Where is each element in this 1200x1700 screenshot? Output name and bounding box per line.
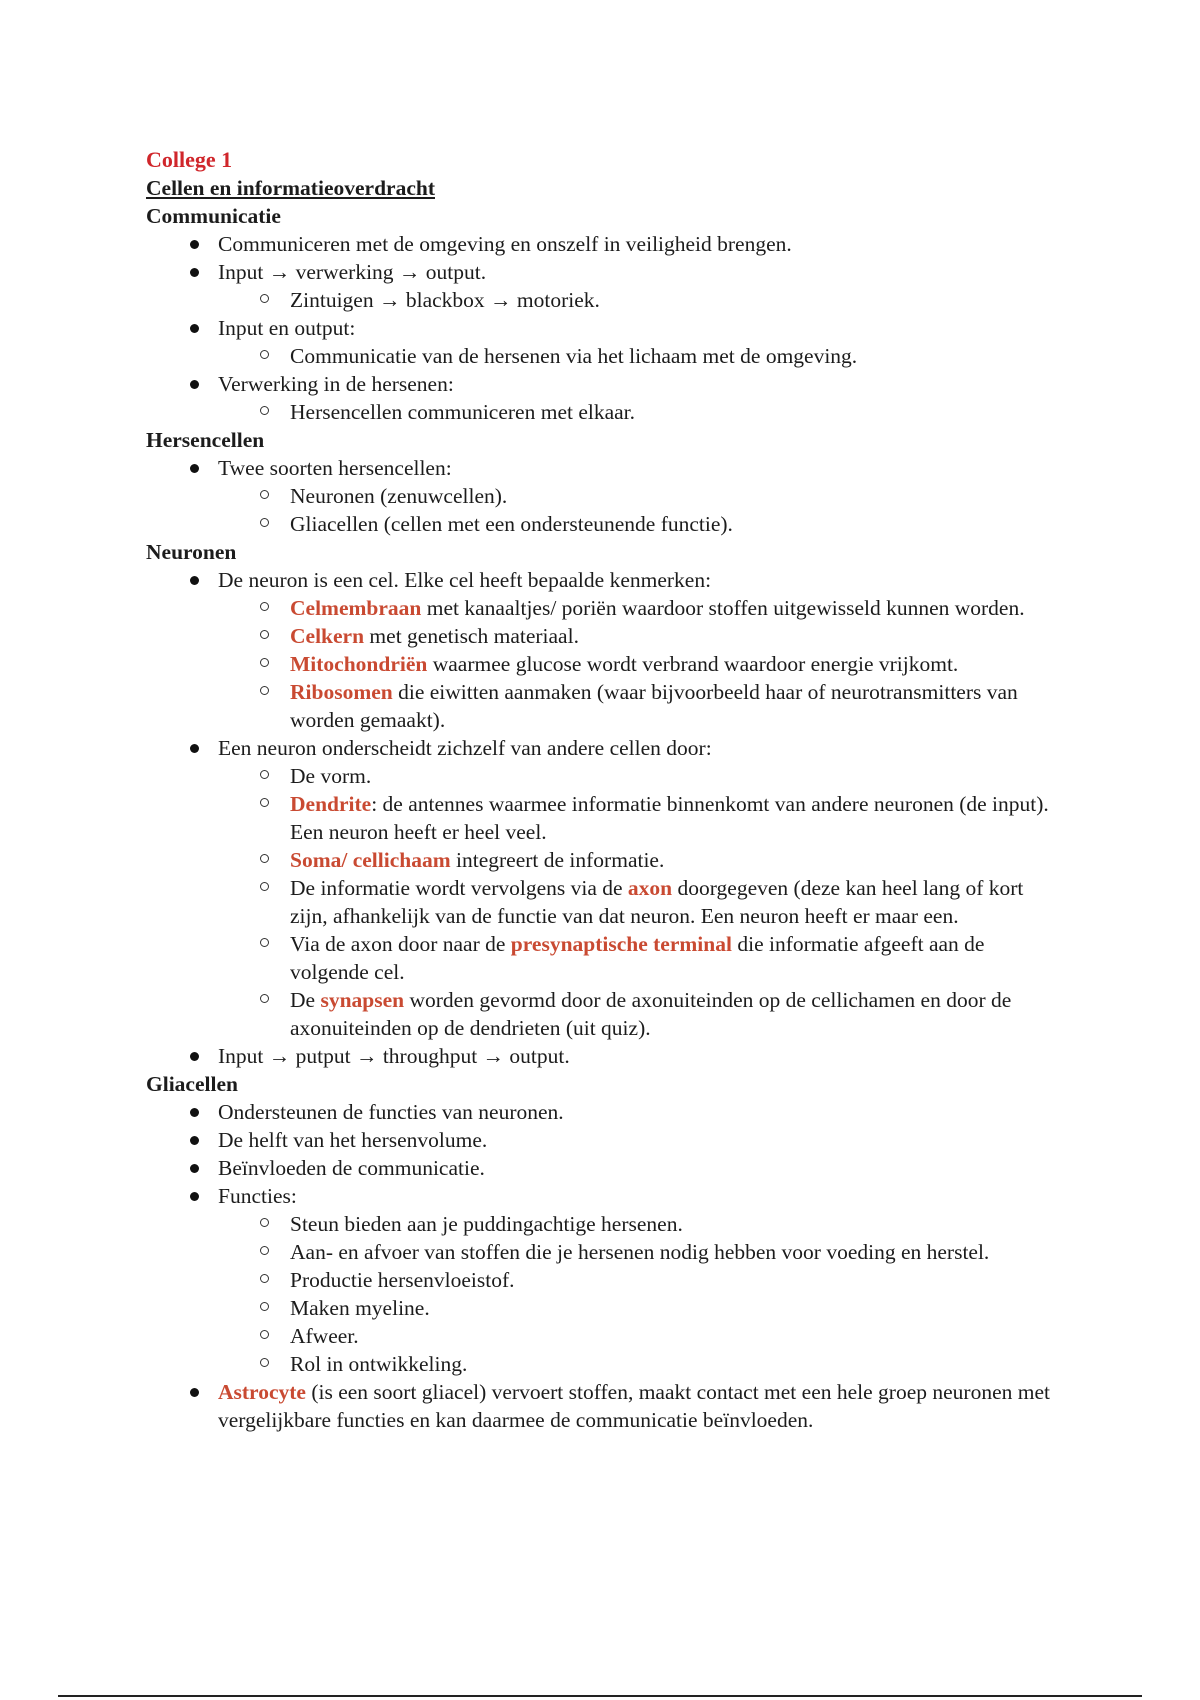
bullet-icon bbox=[184, 566, 204, 594]
list-item: De helft van het hersenvolume. bbox=[146, 1126, 1056, 1154]
bullet-icon bbox=[184, 314, 204, 342]
sub-list bbox=[218, 398, 1056, 426]
list-item: Input en output: Communicatie van de hersenen via het lichaam met de omgeving. bbox=[146, 314, 1056, 370]
sub-list bbox=[218, 1210, 1056, 1378]
bullet-icon bbox=[184, 370, 204, 398]
sub-list-item: De synapsen worden gevormd door de axonuiteinden op de cellichamen en door de axonuiteinden op de dendrieten (uit quiz). bbox=[218, 986, 1056, 1042]
list-item: Twee soorten hersencellen: Neuronen (zenuwcellen). Gliacellen (cellen met een ondersteunende functie). bbox=[146, 454, 1056, 538]
section-heading-gliacellen: Gliacellen bbox=[146, 1072, 238, 1096]
bullet-icon bbox=[184, 230, 204, 258]
bullet-icon bbox=[184, 1182, 204, 1210]
sub-list-item: Ribosomen die eiwitten aanmaken (waar bijvoorbeeld haar of neurotransmitters van worden gemaakt). bbox=[218, 678, 1056, 734]
term-ribosomen: Ribosomen bbox=[290, 680, 393, 704]
list-item: Input → verwerking → output. Zintuigen → blackbox → motoriek. bbox=[146, 258, 1056, 314]
sub-list bbox=[218, 286, 1056, 314]
section-heading-neuronen: Neuronen bbox=[146, 540, 237, 564]
neuronen-list bbox=[146, 566, 1056, 1070]
list-item: Beïnvloeden de communicatie. bbox=[146, 1154, 1056, 1182]
sub-list bbox=[218, 342, 1056, 370]
sub-list-item: Celkern met genetisch materiaal. bbox=[218, 622, 1056, 650]
page-title: College 1 bbox=[146, 147, 233, 172]
list-item: Verwerking in de hersenen: Hersencellen communiceren met elkaar. bbox=[146, 370, 1056, 426]
term-axon: axon bbox=[627, 876, 673, 900]
sub-list-item: Productie hersenvloeistof. bbox=[218, 1266, 1056, 1294]
term-soma: Soma/ cellichaam bbox=[290, 848, 451, 872]
sub-list-item: Hersencellen communiceren met elkaar. bbox=[218, 398, 1056, 426]
list-item: Astrocyte (is een soort gliacel) vervoert stoffen, maakt contact met een hele groep neuronen met vergelijkbare functies en kan daarmee de communicatie beïnvloeden. bbox=[146, 1378, 1056, 1434]
bullet-icon bbox=[184, 1098, 204, 1126]
sub-list-item: Zintuigen → blackbox → motoriek. bbox=[218, 286, 1056, 314]
hollow-bullet-icon bbox=[254, 790, 274, 818]
sub-list-item: Mitochondriën waarmee glucose wordt verbrand waardoor energie vrijkomt. bbox=[218, 650, 1056, 678]
page-subtitle: Cellen en informatieoverdracht bbox=[146, 176, 435, 200]
hollow-bullet-icon bbox=[254, 594, 274, 622]
hollow-bullet-icon bbox=[254, 1322, 274, 1350]
bullet-icon bbox=[184, 454, 204, 482]
list-item: Ondersteunen de functies van neuronen. bbox=[146, 1098, 1056, 1126]
hollow-bullet-icon bbox=[254, 678, 274, 706]
sub-list bbox=[218, 482, 1056, 538]
hollow-bullet-icon bbox=[254, 1266, 274, 1294]
sub-list bbox=[218, 762, 1056, 1042]
hollow-bullet-icon bbox=[254, 930, 274, 958]
term-mitochondrien: Mitochondriën bbox=[290, 652, 428, 676]
bullet-icon bbox=[184, 1042, 204, 1070]
term-dendrite: Dendrite bbox=[290, 792, 372, 816]
bullet-icon bbox=[184, 1154, 204, 1182]
sub-list-item: Dendrite: de antennes waarmee informatie binnenkomt van andere neuronen (de input). Een neuron heeft er heel veel. bbox=[218, 790, 1056, 846]
sub-list-item: Soma/ cellichaam integreert de informatie. bbox=[218, 846, 1056, 874]
bullet-icon bbox=[184, 1126, 204, 1154]
list-item: Functies: Steun bieden aan je puddingachtige hersenen. Aan- en afvoer van stoffen die je hersenen nodig hebben voor voeding en herstel. Productie hersenvloeistof. Maken myeline. Afweer. Rol in ontwikkeling. bbox=[146, 1182, 1056, 1378]
sub-list-item: Neuronen (zenuwcellen). bbox=[218, 482, 1056, 510]
hollow-bullet-icon bbox=[254, 482, 274, 510]
sub-list-item: Communicatie van de hersenen via het lichaam met de omgeving. bbox=[218, 342, 1056, 370]
sub-list-item: Afweer. bbox=[218, 1322, 1056, 1350]
hersencellen-list bbox=[146, 454, 1056, 538]
sub-list bbox=[218, 594, 1056, 734]
hollow-bullet-icon bbox=[254, 1350, 274, 1378]
list-item: De neuron is een cel. Elke cel heeft bepaalde kenmerken: Celmembraan met kanaaltjes/ poriën waardoor stoffen uitgewisseld kunnen worden. Celkern met genetisch materiaal. Mitochondriën waarmee glucose wordt verbrand waardoor energie vrijkomt. Ribosomen die eiwitten aanmaken (waar bijvoorbeeld haar of neurotransmitters van worden gemaakt). bbox=[146, 566, 1056, 734]
list-item: Een neuron onderscheidt zichzelf van andere cellen door: De vorm. Dendrite: de antennes waarmee informatie binnenkomt van andere neuronen (de input). Een neuron heeft er heel veel. Soma/ cellichaam integreert de informatie. De informatie wordt vervolgens via de axon doorgegeven (deze kan heel lang of kort zijn, afhankelijk van de functie van dat neuron. Een neuron heeft er maar een. Via de axon door naar de presynaptische terminal die informatie afgeeft aan de volgende cel. De synapsen worden gevormd door de axonuiteinden op de cellichamen en door de axonuiteinden op de dendrieten (uit quiz). bbox=[146, 734, 1056, 1042]
document-page bbox=[146, 146, 1056, 1434]
bullet-icon bbox=[184, 1378, 204, 1406]
term-celkern: Celkern bbox=[290, 624, 365, 648]
gliacellen-list bbox=[146, 1098, 1056, 1434]
hollow-bullet-icon bbox=[254, 510, 274, 538]
hollow-bullet-icon bbox=[254, 846, 274, 874]
sub-list-item: Gliacellen (cellen met een ondersteunende functie). bbox=[218, 510, 1056, 538]
bullet-icon bbox=[184, 258, 204, 286]
section-heading-communicatie: Communicatie bbox=[146, 204, 281, 228]
term-celmembraan: Celmembraan bbox=[290, 596, 422, 620]
hollow-bullet-icon bbox=[254, 650, 274, 678]
term-astrocyte: Astrocyte bbox=[218, 1380, 306, 1404]
hollow-bullet-icon bbox=[254, 342, 274, 370]
sub-list-item: Maken myeline. bbox=[218, 1294, 1056, 1322]
communicatie-list bbox=[146, 230, 1056, 426]
sub-list-item: De vorm. bbox=[218, 762, 1056, 790]
hollow-bullet-icon bbox=[254, 1294, 274, 1322]
sub-list-item: Rol in ontwikkeling. bbox=[218, 1350, 1056, 1378]
term-presynaptische-terminal: presynaptische terminal bbox=[510, 932, 732, 956]
list-item: Communiceren met de omgeving en onszelf in veiligheid brengen. bbox=[146, 230, 1056, 258]
hollow-bullet-icon bbox=[254, 1238, 274, 1266]
sub-list-item: Via de axon door naar de presynaptische terminal die informatie afgeeft aan de volgende cel. bbox=[218, 930, 1056, 986]
section-heading-hersencellen: Hersencellen bbox=[146, 428, 265, 452]
hollow-bullet-icon bbox=[254, 874, 274, 902]
bullet-icon bbox=[184, 734, 204, 762]
sub-list-item: De informatie wordt vervolgens via de axon doorgegeven (deze kan heel lang of kort zijn, afhankelijk van de functie van dat neuron. Een neuron heeft er maar een. bbox=[218, 874, 1056, 930]
hollow-bullet-icon bbox=[254, 398, 274, 426]
hollow-bullet-icon bbox=[254, 286, 274, 314]
hollow-bullet-icon bbox=[254, 1210, 274, 1238]
hollow-bullet-icon bbox=[254, 762, 274, 790]
page-bottom-divider bbox=[58, 1695, 1142, 1697]
sub-list-item: Steun bieden aan je puddingachtige hersenen. bbox=[218, 1210, 1056, 1238]
list-item: Input → putput → throughput → output. bbox=[146, 1042, 1056, 1070]
term-synapsen: synapsen bbox=[320, 988, 405, 1012]
hollow-bullet-icon bbox=[254, 986, 274, 1014]
sub-list-item: Celmembraan met kanaaltjes/ poriën waardoor stoffen uitgewisseld kunnen worden. bbox=[218, 594, 1056, 622]
hollow-bullet-icon bbox=[254, 622, 274, 650]
sub-list-item: Aan- en afvoer van stoffen die je hersenen nodig hebben voor voeding en herstel. bbox=[218, 1238, 1056, 1266]
